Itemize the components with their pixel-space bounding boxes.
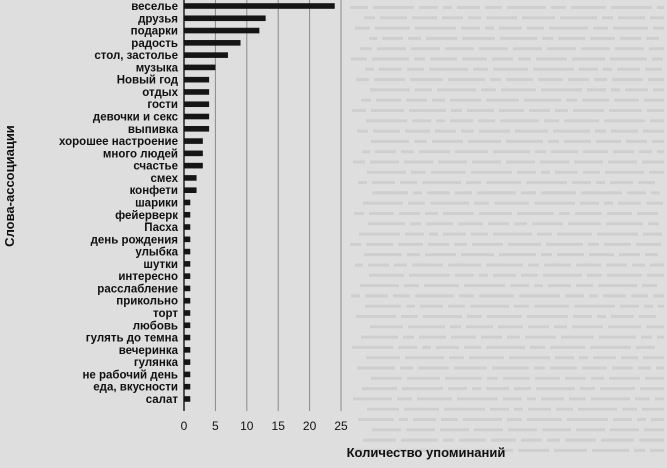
category-label: конфети [129, 185, 178, 198]
category-label: любовь [132, 320, 178, 333]
bar [184, 114, 209, 120]
bar [184, 3, 335, 9]
bar [184, 347, 190, 353]
category-label: гулянка [133, 357, 178, 370]
x-tick-label: 10 [240, 419, 254, 433]
category-label: девочки и секс [92, 111, 178, 124]
x-tick-label: 0 [180, 419, 188, 433]
category-label: расслабление [97, 283, 178, 296]
bar [184, 372, 190, 378]
bar [184, 40, 241, 46]
category-label: вечеринка [118, 344, 178, 357]
category-label: улыбка [135, 246, 178, 259]
bar [184, 28, 259, 34]
category-label: гости [147, 99, 178, 112]
category-label: гулять до темна [85, 332, 178, 345]
bar [184, 187, 197, 193]
bar [184, 298, 190, 304]
category-label: интересно [118, 271, 178, 284]
category-label: шарики [135, 197, 178, 210]
category-label: прикольно [116, 295, 178, 308]
x-tick-label: 15 [271, 419, 285, 433]
bar [184, 15, 266, 21]
bar [184, 237, 190, 243]
category-label: подарки [130, 25, 178, 38]
bar [184, 151, 203, 157]
category-label: радость [131, 37, 178, 50]
bar [184, 101, 209, 107]
x-tick-labels [181, 419, 348, 433]
bar [184, 65, 215, 71]
bar [184, 224, 190, 230]
category-label: смех [150, 172, 178, 185]
category-label: отдых [142, 86, 178, 99]
x-tick-label: 20 [302, 419, 317, 433]
x-tick-label: 5 [212, 419, 219, 433]
category-label: салат [145, 393, 178, 406]
category-label: еда, вкусности [93, 381, 178, 394]
bar [184, 126, 209, 132]
category-label: стол, застолье [94, 50, 178, 63]
category-label: музыка [135, 62, 178, 75]
bar [184, 335, 190, 341]
bar [184, 212, 190, 218]
bar [184, 77, 209, 83]
bar [184, 52, 228, 58]
bar [184, 261, 190, 267]
y-axis-title: Слова-ассоциации [2, 125, 17, 247]
bar [184, 200, 190, 206]
bar [184, 89, 209, 95]
bars [184, 3, 335, 402]
bar [184, 175, 197, 181]
category-label: веселье [131, 1, 178, 13]
bar [184, 310, 190, 316]
x-tick-label: 25 [334, 419, 348, 433]
bar [184, 249, 190, 255]
category-label: хорошее настроение [59, 136, 178, 149]
category-label: не рабочий день [82, 369, 178, 382]
category-label: друзья [138, 13, 178, 26]
bar [184, 396, 190, 402]
bar [184, 163, 203, 169]
category-label: торт [152, 308, 178, 320]
grid-lines [215, 0, 341, 411]
category-label: фейерверк [115, 209, 178, 222]
category-label: Новый год [116, 74, 178, 87]
category-label: счастье [133, 160, 178, 173]
bar [184, 322, 190, 328]
bar [184, 384, 190, 390]
category-label: выпивка [127, 123, 178, 136]
category-label: день рождения [90, 234, 178, 247]
bar [184, 273, 190, 279]
category-labels [59, 1, 179, 406]
category-label: шутки [143, 258, 178, 271]
bar [184, 359, 190, 365]
bar [184, 138, 203, 144]
x-axis-title: Количество упоминаний [346, 445, 506, 460]
category-label: Пасха [144, 222, 178, 235]
category-label: много людей [102, 148, 178, 161]
bar [184, 286, 190, 292]
